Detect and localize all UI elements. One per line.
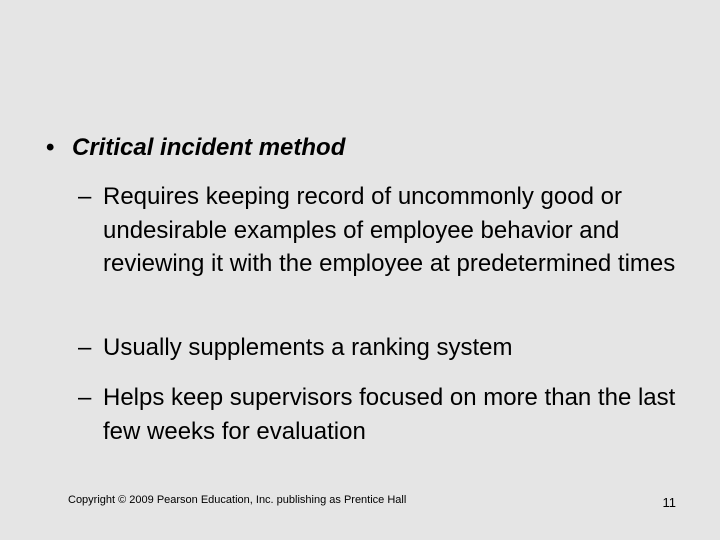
copyright-footer: Copyright © 2009 Pearson Education, Inc. publishing as Prentice Hall [68,494,407,506]
dash-marker: – [78,384,92,411]
sub-bullet [78,331,688,365]
dash-marker: – [78,334,92,361]
sub-bullet [78,381,688,448]
sub-bullet [78,180,688,281]
bullet-title: Critical incident method [72,134,346,161]
sub-bullet-text: Usually supplements a ranking system [103,334,513,361]
main-bullet [46,133,666,163]
page-number: 11 [662,495,676,510]
sub-bullet-text: Helps keep supervisors focused on more than the last few weeks for evaluation [103,384,676,445]
dash-marker: – [78,183,92,210]
sub-bullet-text: Requires keeping record of uncommonly good or undesirable examples of employee behavior and reviewing it with the employee at predetermined times [103,183,676,277]
bullet-marker: • [46,134,55,161]
